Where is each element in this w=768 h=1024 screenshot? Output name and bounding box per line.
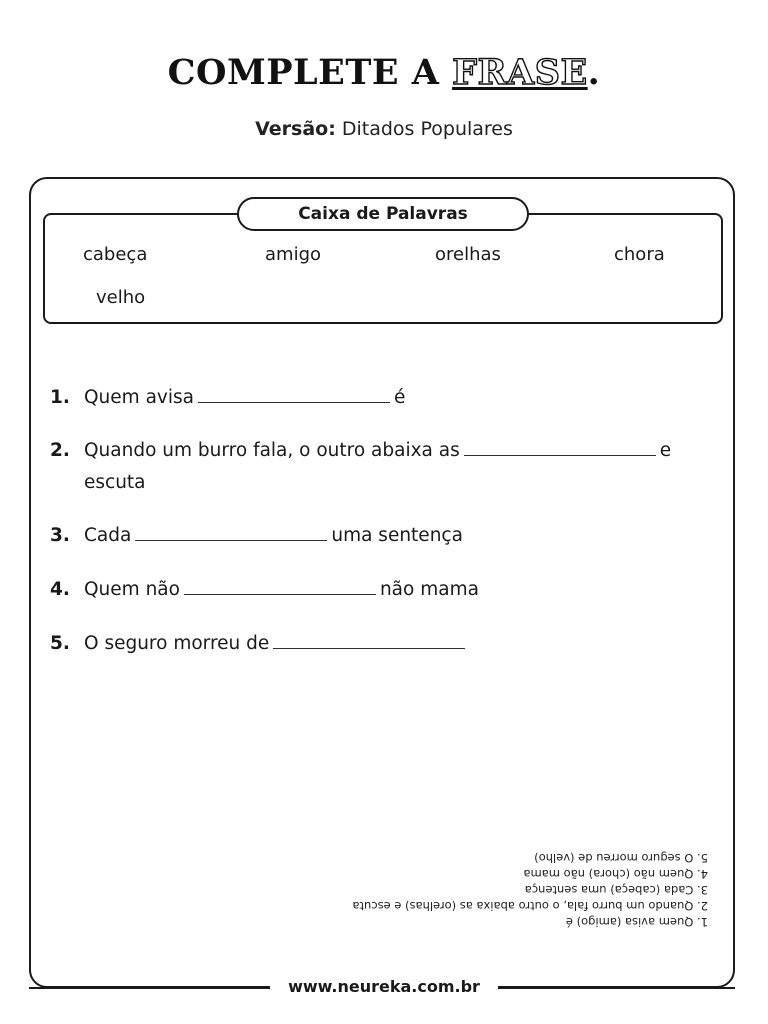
answer-line: 2. Quando um burro fala, o outro abaixa as (orelhas) e escuta	[352, 899, 708, 913]
version-label: Versão:	[255, 118, 336, 140]
answer-blank[interactable]	[198, 385, 390, 403]
sentence-text-after: é	[393, 387, 406, 408]
answer-key-upside-down	[330, 840, 708, 930]
title-outline-word: FRASE	[452, 52, 588, 93]
version-line	[0, 118, 768, 140]
answer-line: 3. Cada (cabeça) uma sentença	[524, 883, 708, 897]
sentence-text-line2: escuta	[84, 472, 146, 493]
answer-blank[interactable]	[135, 523, 327, 541]
sentence-text-before: O seguro morreu de	[84, 633, 270, 654]
sentence-text-after: e	[659, 440, 672, 461]
sentence-number: 3.	[50, 525, 70, 546]
answer-line: 5. O seguro morreu de (velho)	[534, 851, 708, 865]
sentence-text-before: Quem não	[84, 579, 180, 600]
sentence-number: 2.	[50, 440, 70, 461]
answer-line: 1. Quem avisa (amigo) é	[565, 915, 708, 929]
sentence-text-before: Quem avisa	[84, 387, 194, 408]
sentence-number: 5.	[50, 633, 70, 654]
footer-divider-left	[29, 987, 270, 989]
sentence-text-before: Quando um burro fala, o outro abaixa as	[84, 440, 460, 461]
word-box-word: chora	[614, 244, 665, 265]
sentence-text-after: uma sentença	[331, 525, 463, 546]
answer-blank[interactable]	[464, 438, 656, 456]
answer-line: 4. Quem não (chora) não mama	[523, 867, 708, 881]
word-box-word: amigo	[265, 244, 322, 265]
answer-blank[interactable]	[273, 631, 465, 649]
worksheet-title	[0, 52, 768, 93]
sentence-text-before: Cada	[84, 525, 132, 546]
footer-url: www.neureka.com.br	[270, 976, 498, 998]
word-box-word: velho	[96, 287, 146, 308]
answer-blank[interactable]	[184, 577, 376, 595]
title-main: COMPLETE A	[167, 52, 440, 93]
sentence-number: 4.	[50, 579, 70, 600]
version-value: Ditados Populares	[341, 118, 513, 140]
word-box-word: orelhas	[435, 244, 501, 265]
word-box-word: cabeça	[83, 244, 148, 265]
word-box-title: Caixa de Palavras	[237, 197, 529, 231]
title-period: .	[587, 52, 601, 93]
sentence-text-after: não mama	[379, 579, 479, 600]
footer-divider-right	[498, 987, 735, 989]
sentence-number: 1.	[50, 387, 70, 408]
